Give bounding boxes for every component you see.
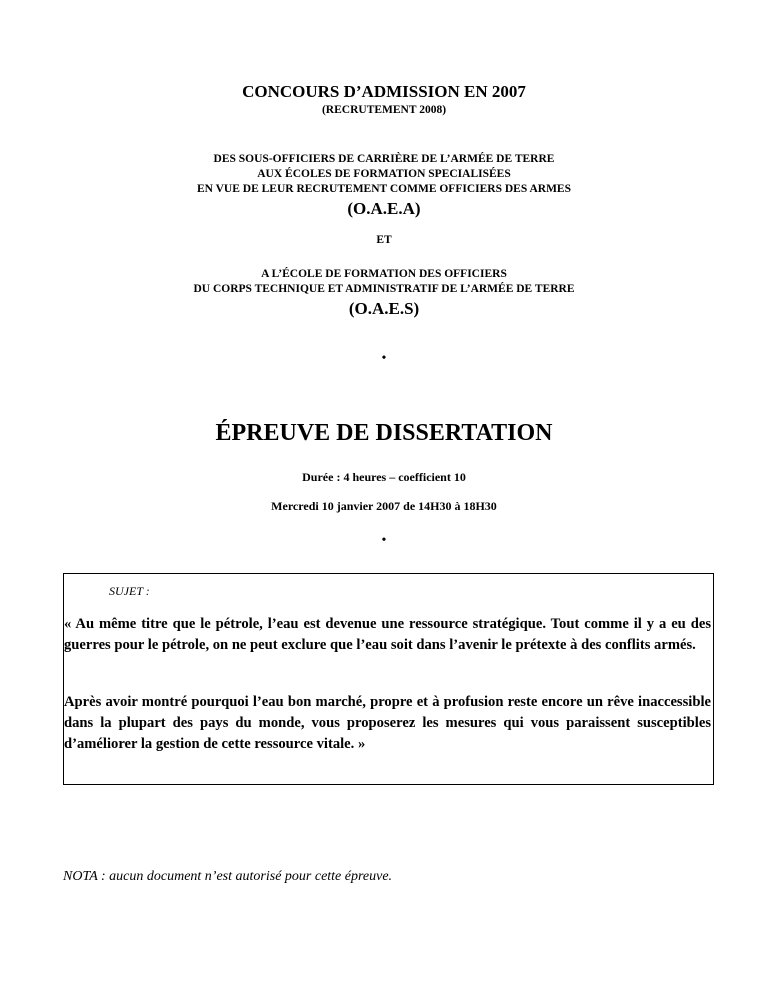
description-line: EN VUE DE LEUR RECRUTEMENT COMME OFFICIERS DES ARMES — [196, 183, 571, 195]
description-line: DU CORPS TECHNIQUE ET ADMINISTRATIF DE L’ARMÉE DE TERRE — [193, 283, 575, 295]
subject-label: SUJET : — [109, 584, 150, 598]
separator-bullet: • — [381, 533, 387, 548]
school-description — [0, 267, 768, 297]
description-line: AUX ÉCOLES DE FORMATION SPECIALISÉES — [257, 168, 511, 180]
oaes-acronym: (O.A.E.S) — [348, 299, 420, 318]
separator-bullet: • — [381, 351, 387, 366]
candidates-description — [0, 152, 768, 197]
exam-duration: Durée : 4 heures – coefficient 10 — [302, 470, 466, 484]
subject-paragraph-1: « Au même titre que le pétrole, l’eau est devenue une ressource stratégique. Tout comme il y a eu des guerres pour le pétrole, on ne peut exclure que l’eau soit dans l’avenir le prétexte à des conflits armés. — [64, 616, 711, 653]
description-line: DES SOUS-OFFICIERS DE CARRIÈRE DE L’ARMÉE DE TERRE — [213, 153, 555, 165]
subject-box — [63, 573, 714, 785]
exam-title: ÉPREUVE DE DISSERTATION — [215, 420, 553, 446]
exam-date: Mercredi 10 janvier 2007 de 14H30 à 18H30 — [271, 499, 497, 513]
nota-note: NOTA : aucun document n’est autorisé pour cette épreuve. — [63, 869, 393, 884]
exam-heading: CONCOURS D’ADMISSION EN 2007 — [242, 82, 526, 101]
conjunction-et: ET — [376, 234, 392, 246]
description-line: A L’ÉCOLE DE FORMATION DES OFFICIERS — [261, 268, 507, 280]
subject-paragraph-2: Après avoir montré pourquoi l’eau bon marché, propre et à profusion reste encore un rêve inaccessible dans la plupart des pays du monde, vous proposerez les mesures qui vous paraissent susceptibles d’améliorer la gestion de cette ressource vitale. » — [64, 694, 711, 752]
recruitment-year: (RECRUTEMENT 2008) — [321, 104, 447, 116]
oaea-acronym: (O.A.E.A) — [347, 199, 421, 218]
